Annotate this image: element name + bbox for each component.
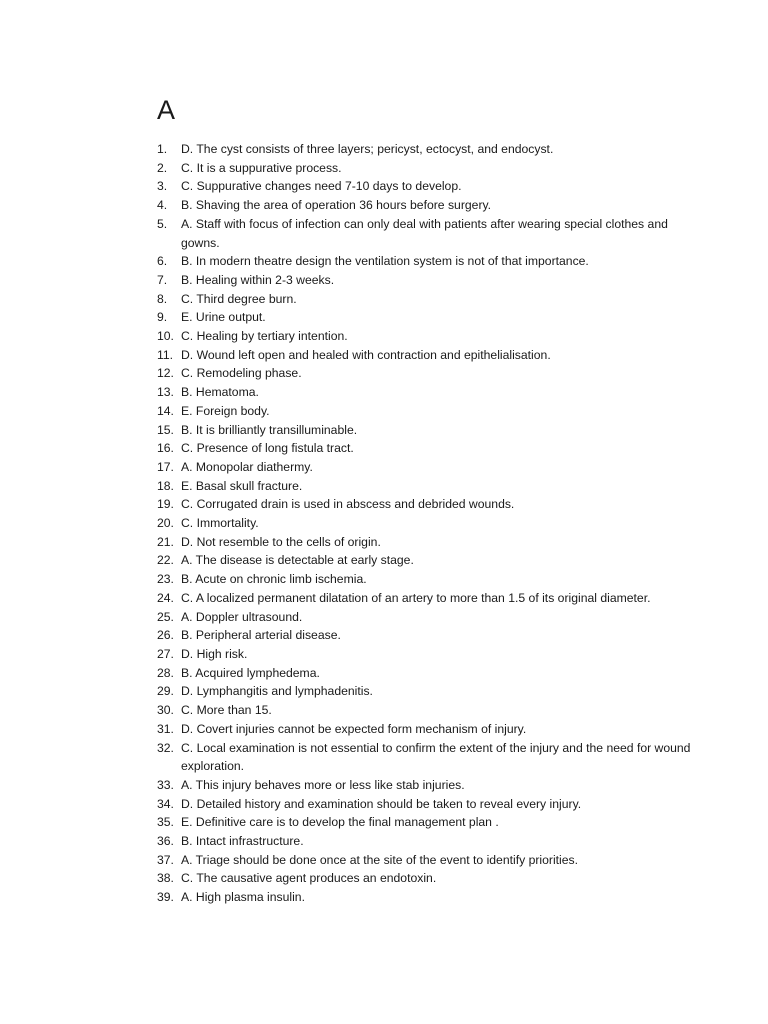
answer-text: D. The cyst consists of three layers; pericyst, ectocyst, and endocyst. [181, 142, 554, 156]
answer-item [157, 813, 697, 832]
answer-number: 37. [157, 852, 174, 867]
answer-item [157, 215, 697, 252]
answer-item [157, 477, 697, 496]
answer-text: B. Acquired lymphedema. [181, 665, 320, 680]
answer-item [157, 645, 697, 664]
answer-text: C. Immortality. [181, 516, 259, 531]
answer-number: 39. [157, 890, 174, 905]
answer-text: D. High risk. [181, 646, 248, 661]
answer-text: B. Shaving the area of operation 36 hours before surgery. [181, 198, 492, 213]
answer-text: A. This injury behaves more or less like stab injuries. [181, 777, 465, 792]
answer-item [157, 439, 697, 458]
answer-item [157, 327, 697, 346]
answer-item [157, 608, 697, 627]
answer-number: 13. [157, 385, 174, 400]
answer-item [157, 290, 697, 309]
answer-number: 19. [157, 497, 174, 512]
answer-text: C. A localized permanent dilatation of an artery to more than 1.5 of its original diameter. [181, 590, 651, 605]
answer-text: D. Not resemble to the cells of origin. [181, 534, 381, 549]
answer-text: C. Third degree burn. [181, 291, 297, 306]
answer-number: 6. [157, 254, 168, 269]
answer-item [157, 177, 697, 196]
answer-number: 20. [157, 516, 174, 531]
answer-text: C. Healing by tertiary intention. [181, 329, 348, 344]
answer-item [157, 421, 697, 440]
answer-number: 2. [157, 160, 168, 175]
answer-number: 18. [157, 478, 174, 493]
answer-number: 23. [157, 572, 174, 587]
answer-number: 3. [157, 179, 168, 194]
answer-text: A. Monopolar diathermy. [181, 459, 313, 474]
answer-number: 28. [157, 665, 174, 680]
answer-item [157, 252, 697, 271]
answer-text: D. Lymphangitis and lymphadenitis. [181, 684, 373, 699]
answer-number: 24. [157, 590, 174, 605]
answer-number: 10. [157, 329, 174, 344]
answer-item [157, 570, 697, 589]
answer-number: 15. [157, 422, 174, 437]
answer-text: D. Detailed history and examination should be taken to reveal every injury. [181, 796, 582, 811]
answer-text: B. Hematoma. [181, 385, 259, 400]
answer-text: E. Basal skull fracture. [181, 478, 303, 493]
answer-number: 21. [157, 534, 174, 549]
answer-text: A. The disease is detectable at early stage. [181, 553, 414, 568]
page-heading: A [157, 95, 176, 125]
answer-text: E. Definitive care is to develop the final management plan . [181, 815, 499, 830]
answer-item [157, 346, 697, 365]
answer-item [157, 776, 697, 795]
answer-text: C. Remodeling phase. [181, 366, 302, 381]
answer-list [157, 140, 697, 907]
answer-number: 29. [157, 684, 174, 699]
answer-number: 1. [157, 142, 168, 156]
answer-number: 34. [157, 796, 174, 811]
answer-number: 4. [157, 198, 168, 213]
answer-text: C. The causative agent produces an endotoxin. [181, 871, 437, 886]
answer-item [157, 832, 697, 851]
answer-text: B. In modern theatre design the ventilation system is not of that importance. [181, 254, 589, 269]
answer-item [157, 196, 697, 215]
answer-text: E. Urine output. [181, 310, 266, 325]
answer-text: C. Corrugated drain is used in abscess and debrided wounds. [181, 497, 515, 512]
answer-text: B. Peripheral arterial disease. [181, 628, 341, 643]
answer-item [157, 626, 697, 645]
answer-number: 8. [157, 291, 168, 306]
answer-item [157, 514, 697, 533]
answer-number: 7. [157, 272, 168, 287]
answer-item [157, 364, 697, 383]
answer-item [157, 739, 697, 776]
answer-item [157, 495, 697, 514]
answer-number: 16. [157, 441, 174, 456]
answer-number: 17. [157, 459, 174, 474]
answer-text: B. Intact infrastructure. [181, 834, 304, 849]
answer-text: A. Staff with focus of infection can only deal with patients after wearing special clothes and gowns. [181, 216, 668, 250]
answer-item [157, 551, 697, 570]
answer-number: 5. [157, 216, 168, 231]
answer-item [157, 888, 697, 907]
answer-text: D. Wound left open and healed with contraction and epithelialisation. [181, 347, 551, 362]
answer-text: A. High plasma insulin. [181, 890, 305, 905]
answer-text: C. Suppurative changes need 7-10 days to develop. [181, 179, 462, 194]
answer-item [157, 159, 697, 178]
answer-text: C. Local examination is not essential to confirm the extent of the injury and the need for wound exploration. [181, 740, 691, 774]
answer-text: C. Presence of long fistula tract. [181, 441, 354, 456]
answer-item [157, 308, 697, 327]
answer-number: 30. [157, 703, 174, 718]
answer-number: 9. [157, 310, 168, 325]
answer-text: B. It is brilliantly transilluminable. [181, 422, 358, 437]
answer-item [157, 701, 697, 720]
answer-number: 12. [157, 366, 174, 381]
answer-text: D. Covert injuries cannot be expected form mechanism of injury. [181, 721, 527, 736]
answer-item [157, 664, 697, 683]
answer-text: C. More than 15. [181, 703, 272, 718]
answer-item [157, 458, 697, 477]
answer-item [157, 271, 697, 290]
answer-text: B. Healing within 2-3 weeks. [181, 272, 335, 287]
answer-item [157, 383, 697, 402]
answer-number: 32. [157, 740, 174, 755]
answer-number: 35. [157, 815, 174, 830]
answer-text: C. It is a suppurative process. [181, 160, 342, 175]
answer-number: 14. [157, 403, 174, 418]
answer-number: 26. [157, 628, 174, 643]
answer-number: 38. [157, 871, 174, 886]
answer-number: 25. [157, 609, 174, 624]
answer-item [157, 869, 697, 888]
answer-text: A. Triage should be done once at the site of the event to identify priorities. [181, 852, 579, 867]
answer-item [157, 851, 697, 870]
answer-text: A. Doppler ultrasound. [181, 609, 303, 624]
answer-number: 11. [157, 347, 174, 362]
answer-number: 22. [157, 553, 174, 568]
answer-number: 27. [157, 646, 174, 661]
answer-text: E. Foreign body. [181, 403, 270, 418]
answer-item [157, 795, 697, 814]
answer-item [157, 402, 697, 421]
answer-number: 31. [157, 721, 174, 736]
answer-item [157, 720, 697, 739]
answer-number: 33. [157, 777, 174, 792]
answer-number: 36. [157, 834, 174, 849]
answer-text: B. Acute on chronic limb ischemia. [181, 572, 367, 587]
answer-item [157, 589, 697, 608]
answer-item [157, 533, 697, 552]
answer-item [157, 140, 697, 159]
answer-item [157, 682, 697, 701]
